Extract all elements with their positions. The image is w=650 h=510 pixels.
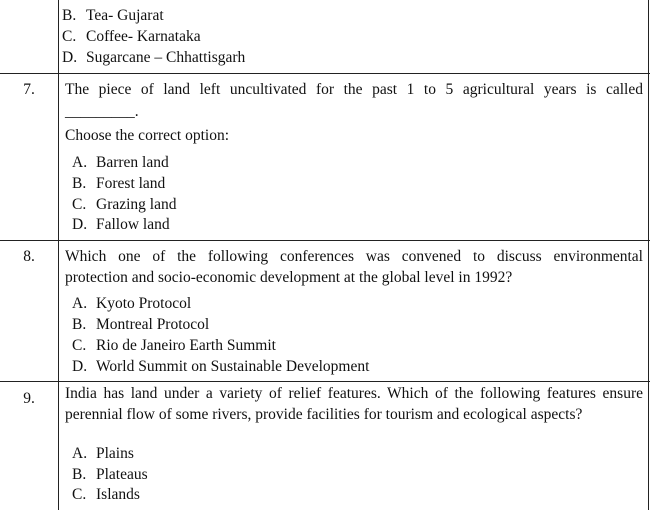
question-prompt: Choose the correct option: xyxy=(65,127,229,144)
option-row: A. Kyoto Protocol xyxy=(72,295,192,312)
option-row: B. Tea- Gujarat xyxy=(62,7,164,24)
question-number: 9. xyxy=(23,390,35,407)
column-divider xyxy=(58,0,59,510)
option-row: D. Sugarcane – Chhattisgarh xyxy=(62,49,246,66)
question-text: perennial flow of some rivers, provide facilities for tourism and ecological aspects? xyxy=(65,406,583,423)
row-divider xyxy=(0,381,650,382)
option-row: A. Plains xyxy=(72,445,134,462)
option-row: D. Fallow land xyxy=(72,216,170,233)
answer-blank: _________. xyxy=(65,103,139,120)
question-text: India has land under a variety of relief features. Which of the following features ensure xyxy=(65,385,643,402)
option-row: A. Barren land xyxy=(72,154,169,171)
option-row: C. Coffee- Karnataka xyxy=(62,28,201,45)
row-divider xyxy=(0,240,650,241)
question-text: The piece of land left uncultivated for the past 1 to 5 agricultural years is called xyxy=(65,81,643,98)
option-row: C. Grazing land xyxy=(72,196,177,213)
question-text: protection and socio-economic development at the global level in 1992? xyxy=(65,269,513,286)
row-divider xyxy=(0,73,650,74)
option-row: C. Rio de Janeiro Earth Summit xyxy=(72,337,276,354)
option-row: B. Forest land xyxy=(72,175,166,192)
question-number: 8. xyxy=(23,248,35,265)
option-row: B. Plateaus xyxy=(72,466,148,483)
option-row: B. Montreal Protocol xyxy=(72,316,210,333)
option-row: C. Islands xyxy=(72,486,140,503)
question-number: 7. xyxy=(23,81,35,98)
table-right-border xyxy=(648,0,649,510)
question-text: Which one of the following conferences was convened to discuss environmental xyxy=(65,248,643,265)
option-row: D. World Summit on Sustainable Development xyxy=(72,358,370,375)
